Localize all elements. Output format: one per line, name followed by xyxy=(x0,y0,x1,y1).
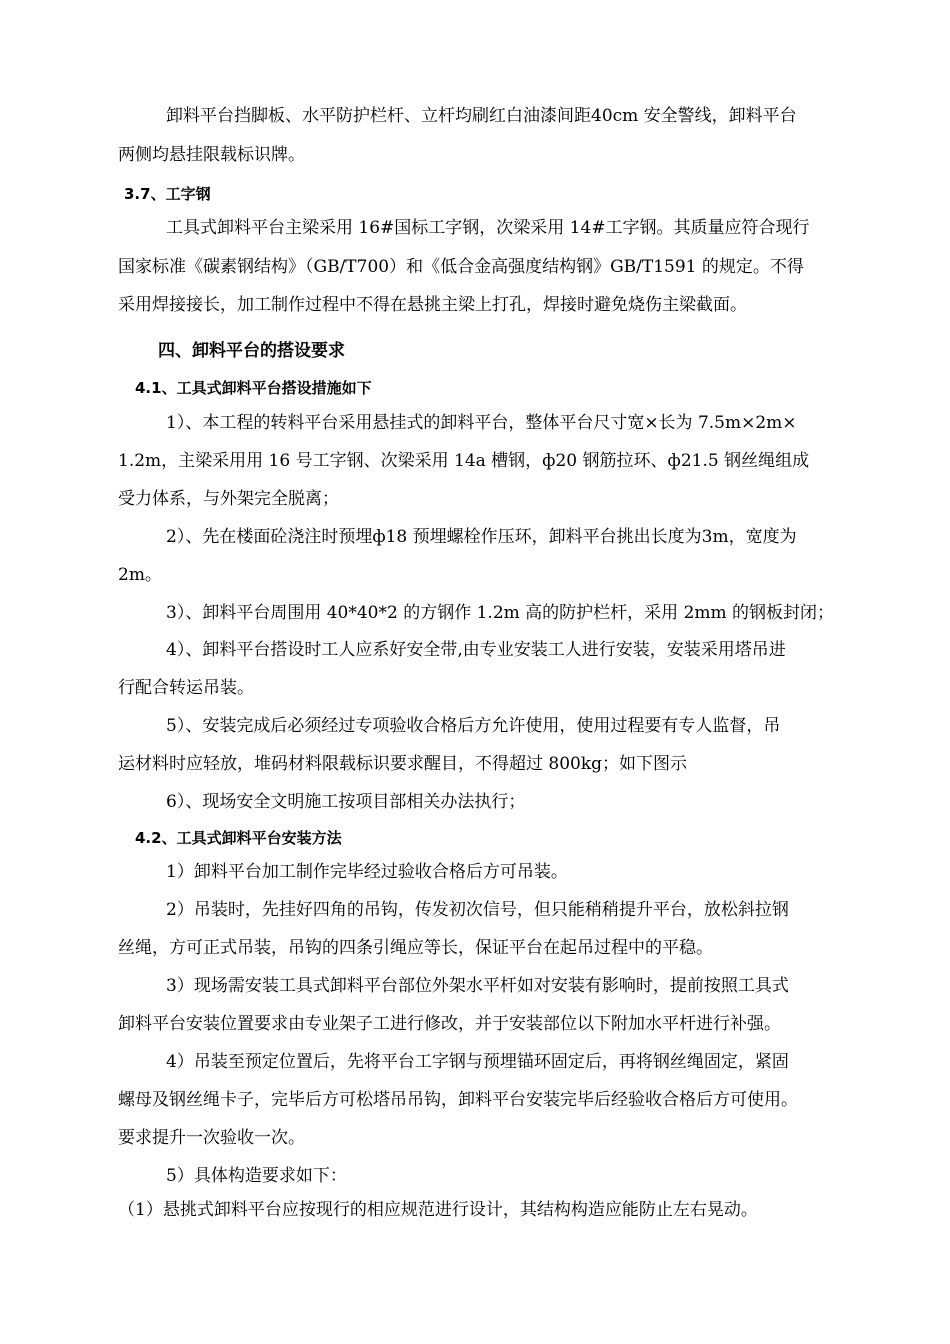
section-heading-4-2: 4.2、工具式卸料平台安装方法 xyxy=(135,829,342,847)
paragraph-line: 6）、现场安全文明施工按项目部相关办法执行； xyxy=(166,792,526,812)
paragraph-line: （1）悬挑式卸料平台应按现行的相应规范进行设计，其结构构造应能防止左右晃动。 xyxy=(118,1200,758,1220)
paragraph-line: 行配合转运吊装。 xyxy=(118,678,254,698)
paragraph-line: 1）、本工程的转料平台采用悬挂式的卸料平台，整体平台尺寸宽×长为 7.5m×2m× xyxy=(166,413,797,433)
paragraph-line: 4）、卸料平台搭设时工人应系好安全带,由专业安装工人进行安装，安装采用塔吊进 xyxy=(166,640,786,660)
paragraph-line: 3）、卸料平台周围用 40*40*2 的方钢作 1.2m 高的防护栏杆，采用 2mm 的钢板封闭； xyxy=(166,603,835,623)
paragraph-line: 2）吊装时，先挂好四角的吊钩，传发初次信号，但只能稍稍提升平台，放松斜拉钢 xyxy=(166,900,789,920)
paragraph-line: 3）现场需安装工具式卸料平台部位外架水平杆如对安装有影响时，提前按照工具式 xyxy=(166,976,789,996)
paragraph-line: 丝绳，方可正式吊装，吊钩的四条引绳应等长，保证平台在起吊过程中的平稳。 xyxy=(118,938,713,958)
paragraph-line: 要求提升一次验收一次。 xyxy=(118,1128,305,1148)
paragraph-line: 2）、先在楼面砼浇注时预埋ф18 预埋螺栓作压环，卸料平台挑出长度为3m，宽度为 xyxy=(166,527,797,547)
paragraph-line: 螺母及钢丝绳卡子，完毕后方可松塔吊吊钩，卸料平台安装完毕后经验收合格后方可使用。 xyxy=(118,1090,798,1110)
paragraph-line: 1）卸料平台加工制作完毕经过验收合格后方可吊装。 xyxy=(166,862,568,882)
paragraph-line: 采用焊接接长，加工制作过程中不得在悬挑主梁上打孔，焊接时避免烧伤主梁截面。 xyxy=(118,295,747,315)
paragraph-line: 运材料时应轻放，堆码材料限载标识要求醒目，不得超过 800kg；如下图示 xyxy=(118,754,688,774)
paragraph-line: 工具式卸料平台主梁采用 16#国标工字钢，次梁采用 14#工字钢。其质量应符合现行 xyxy=(166,218,810,238)
paragraph-line: 卸料平台安装位置要求由专业架子工进行修改，并于安装部位以下附加水平杆进行补强。 xyxy=(118,1014,781,1034)
section-heading-3-7: 3.7、工字钢 xyxy=(124,185,211,203)
paragraph-line: 卸料平台挡脚板、水平防护栏杆、立杆均刷红白油漆间距40cm 安全警线，卸料平台 xyxy=(166,106,797,126)
paragraph-line: 5）、安装完成后必须经过专项验收合格后方允许使用，使用过程要有专人监督，吊 xyxy=(166,716,781,736)
paragraph-line: 5）具体构造要求如下： xyxy=(166,1166,347,1186)
paragraph-line: 两侧均悬挂限载标识牌。 xyxy=(118,145,305,165)
paragraph-line: 1.2m，主梁采用用 16 号工字钢、次梁采用 14a 槽钢，ф20 钢筋拉环、ф21.5 钢丝绳组成 xyxy=(118,451,810,471)
section-heading-4-1: 4.1、工具式卸料平台搭设措施如下 xyxy=(135,379,372,397)
paragraph-line: 2m。 xyxy=(118,565,162,585)
chapter-heading-4: 四、卸料平台的搭设要求 xyxy=(158,341,345,361)
paragraph-line: 4）吊装至预定位置后，先将平台工字钢与预埋锚环固定后，再将钢丝绳固定，紧固 xyxy=(166,1052,789,1072)
paragraph-line: 国家标准《碳素钢结构》（GB/T700）和《低合金高强度结构钢》GB/T1591 的规定。不得 xyxy=(118,257,804,277)
paragraph-line: 受力体系，与外架完全脱离； xyxy=(118,489,339,509)
